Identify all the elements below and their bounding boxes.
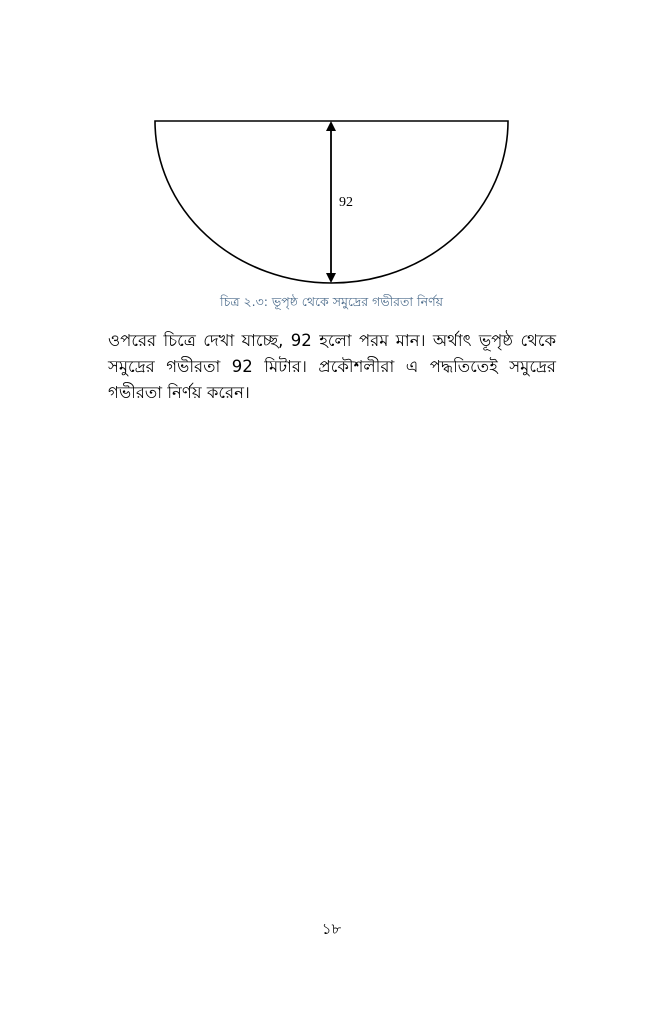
body-paragraph: ওপরের চিত্রে দেখা যাচ্ছে, 92 হলো পরম মান। অর্থাৎ ভূপৃষ্ঠ থেকে সমুদ্রের গভীরতা 92 মিটার। প্রকৌশলীরা এ পদ্ধতিতেই সমুদ্রের গভীরতা নির্ণয় করেন।: [108, 331, 556, 402]
figure-caption: চিত্র ২.৩: ভূপৃষ্ঠ থেকে সমুদ্রের গভীরতা নির্ণয়: [220, 294, 443, 309]
depth-label: 92: [339, 195, 353, 210]
sea-depth-figure: [0, 0, 663, 300]
page-number: ১৮: [321, 920, 342, 938]
semicircle-diagram: [0, 0, 663, 300]
